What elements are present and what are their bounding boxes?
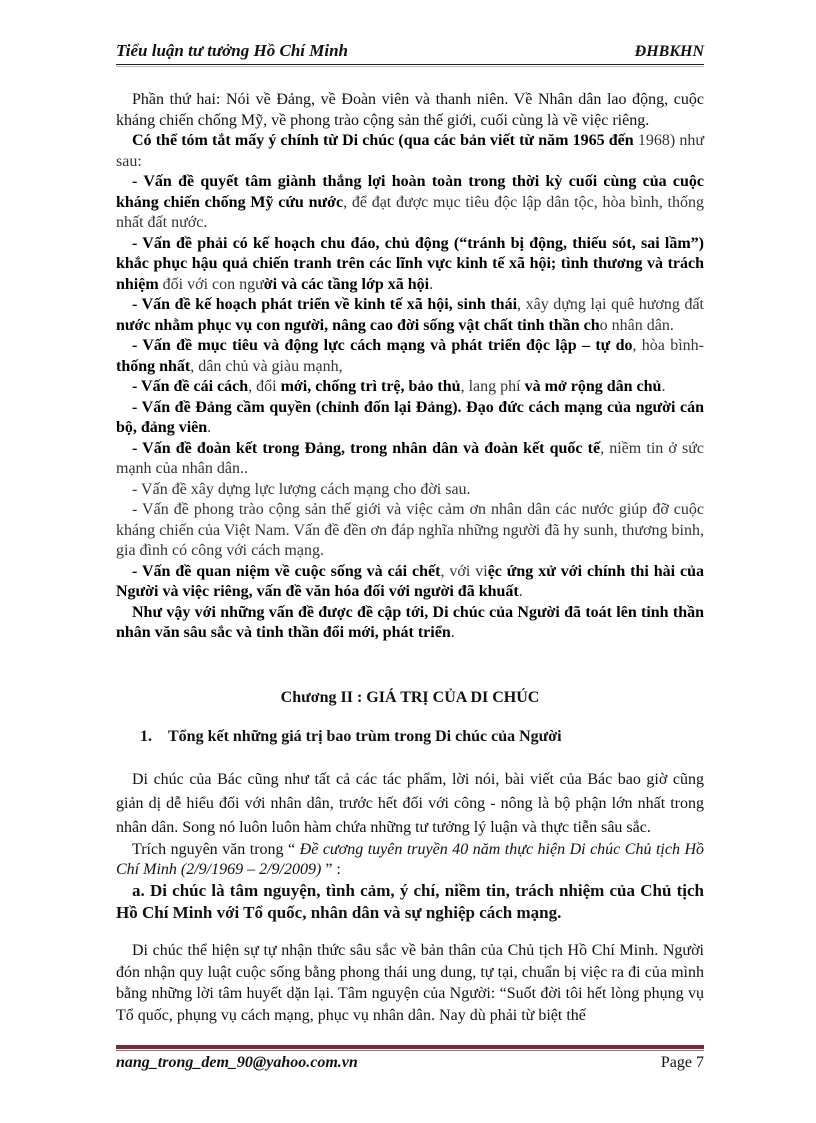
section-number: 1. xyxy=(140,728,152,745)
paragraph-quote-source: Trích nguyên văn trong “ Đề cương tuyên truyền 40 năm thực hiện Di chúc Chủ tịch Hồ Chí Minh (2/9/1969 – 2/9/2009) ” : xyxy=(116,841,705,878)
footer-rule xyxy=(116,1045,704,1049)
list-item: - Vấn đề xây dựng lực lượng cách mạng cho đời sau. xyxy=(132,480,471,498)
paragraph-summary-intro: Có thể tóm tắt mấy ý chính từ Di chúc (qua các bản viết từ năm 1965 đến 1968) như sau: xyxy=(116,132,705,170)
list-item: - Vấn đề Đảng cầm quyền (chỉnh đốn lại Đảng). Đạo đức cách mạng của người cán bộ, đảng viên. xyxy=(116,398,704,436)
quoted-title: Đề cương tuyên truyền 40 năm thực hiện Di chúc Chủ tịch Hồ Chí Minh (2/9/1969 – 2/9/2009) xyxy=(116,841,705,878)
footer-rule-thin xyxy=(116,1050,704,1051)
paragraph-part-two: Phần thứ hai: Nói về Đảng, về Đoàn viên và thanh niên. Về Nhân dân lao động, cuộc kháng chiến chống Mỹ, về phong trào cộng sản thế giới, cuối cùng là về việc riêng. xyxy=(116,91,704,129)
closing-paragraph: Như vậy với những vấn đề được đề cập tới, Di chúc của Người đã toát lên tinh thần nhân văn sâu sắc và tinh thần đổi mới, phát triển. xyxy=(116,603,704,641)
page-footer xyxy=(116,1054,704,1076)
list-item: - Vấn đề quyết tâm giành thắng lợi hoàn toàn trong thời kỳ cuối cùng của cuộc kháng chiến chống Mỹ cứu nước, để đạt được mục tiêu độc lập dân tộc, hòa bình, thống nhất đất nước. xyxy=(116,173,705,231)
page-header xyxy=(116,36,704,65)
paragraph-intro: Di chúc của Bác cũng như tất cả các tác phẩm, lời nói, bài viết của Bác bao giờ cũng giản dị dễ hiểu đối với nhân dân, trước hết đối với công - nông là bộ phận lớn nhất trong nhân dân. Song nó luôn luôn hàm chứa những tư tưởng lý luận và thực tiễn sâu sắc. xyxy=(116,771,704,836)
list-item: - Vấn đề đoàn kết trong Đảng, trong nhân dân và đoàn kết quốc tế, niềm tin ở sức mạnh của nhân dân.. xyxy=(116,439,705,477)
footer-email: nang_trong_dem_90@yahoo.com.vn xyxy=(116,1054,358,1071)
section-heading xyxy=(140,728,562,746)
section-title: Tổng kết những giá trị bao trùm trong Di chúc của Người xyxy=(168,728,562,745)
subheading-a: a. Di chúc là tâm nguyện, tình cảm, ý chí, niềm tin, trách nhiệm của Chủ tịch Hồ Chí Minh với Tổ quốc, nhân dân và sự nghiệp cách mạng. xyxy=(116,881,704,922)
list-item: - Vấn đề cái cách, đổi mới, chống trì trệ, bảo thủ, lang phí và mở rộng dân chủ. xyxy=(132,378,666,395)
list-item: - Vấn đề mục tiêu và động lực cách mạng và phát triển độc lập – tự do, hòa bình-thống nhất, dân chủ và giàu mạnh, xyxy=(116,337,704,375)
section-body-continued xyxy=(116,940,704,1026)
header-rule xyxy=(116,66,704,67)
section-body xyxy=(116,768,704,924)
list-item: - Vấn đề kế hoạch phát triển về kinh tế xã hội, sinh thái, xây dựng lại quê hương đất nước nhằm phục vụ con người, nâng cao đời sống vật chất tinh thần cho nhân dân. xyxy=(116,296,705,334)
header-org: ĐHBKHN xyxy=(634,43,704,60)
paragraph-self-awareness: Di chúc thể hiện sự tự nhận thức sâu sắc về bản thân của Chủ tịch Hồ Chí Minh. Người đón nhận quy luật cuộc sống bằng phong thái ung dung, tự tại, chuẩn bị việc ra đi của mình bằng những lời tâm huyết dặn lại. Tâm nguyện của Người: “Suốt đời tôi hết lòng phụng vụ Tổ quốc, phụng vụ cách mạng, phục vụ nhân dân. Nay dù phải từ biệt thế xyxy=(116,942,704,1024)
list-item: - Vấn đề quan niệm về cuộc sống và cái chết, với việc ứng xử với chính thi hài của Người và việc riêng, vấn đề văn hóa đối với người đã khuất. xyxy=(116,562,705,600)
list-item: - Vấn đề phong trào cộng sản thế giới và việc cảm ơn nhân dân các nước giúp đỡ cuộc kháng chiến của Việt Nam. Vấn đề đền ơn đáp nghĩa những người đã hy sunh, thương binh, gia đình có công với cách mạng. xyxy=(116,501,704,559)
chapter-heading: Chương II : GIÁ TRỊ CỦA DI CHÚC xyxy=(280,689,540,706)
page-number: Page 7 xyxy=(660,1054,704,1071)
list-item: - Vấn đề phải có kế hoạch chu đáo, chủ động (“tránh bị động, thiếu sót, sai lầm”) khắc phục hậu quả chiến tranh trên các lĩnh vực kinh tế xã hội; tình thương và trách nhiệm đối với con người và các tầng lớp xã hội. xyxy=(116,234,704,293)
body-text xyxy=(116,90,704,644)
header-title: Tiểu luận tư tưởng Hồ Chí Minh xyxy=(116,41,348,60)
